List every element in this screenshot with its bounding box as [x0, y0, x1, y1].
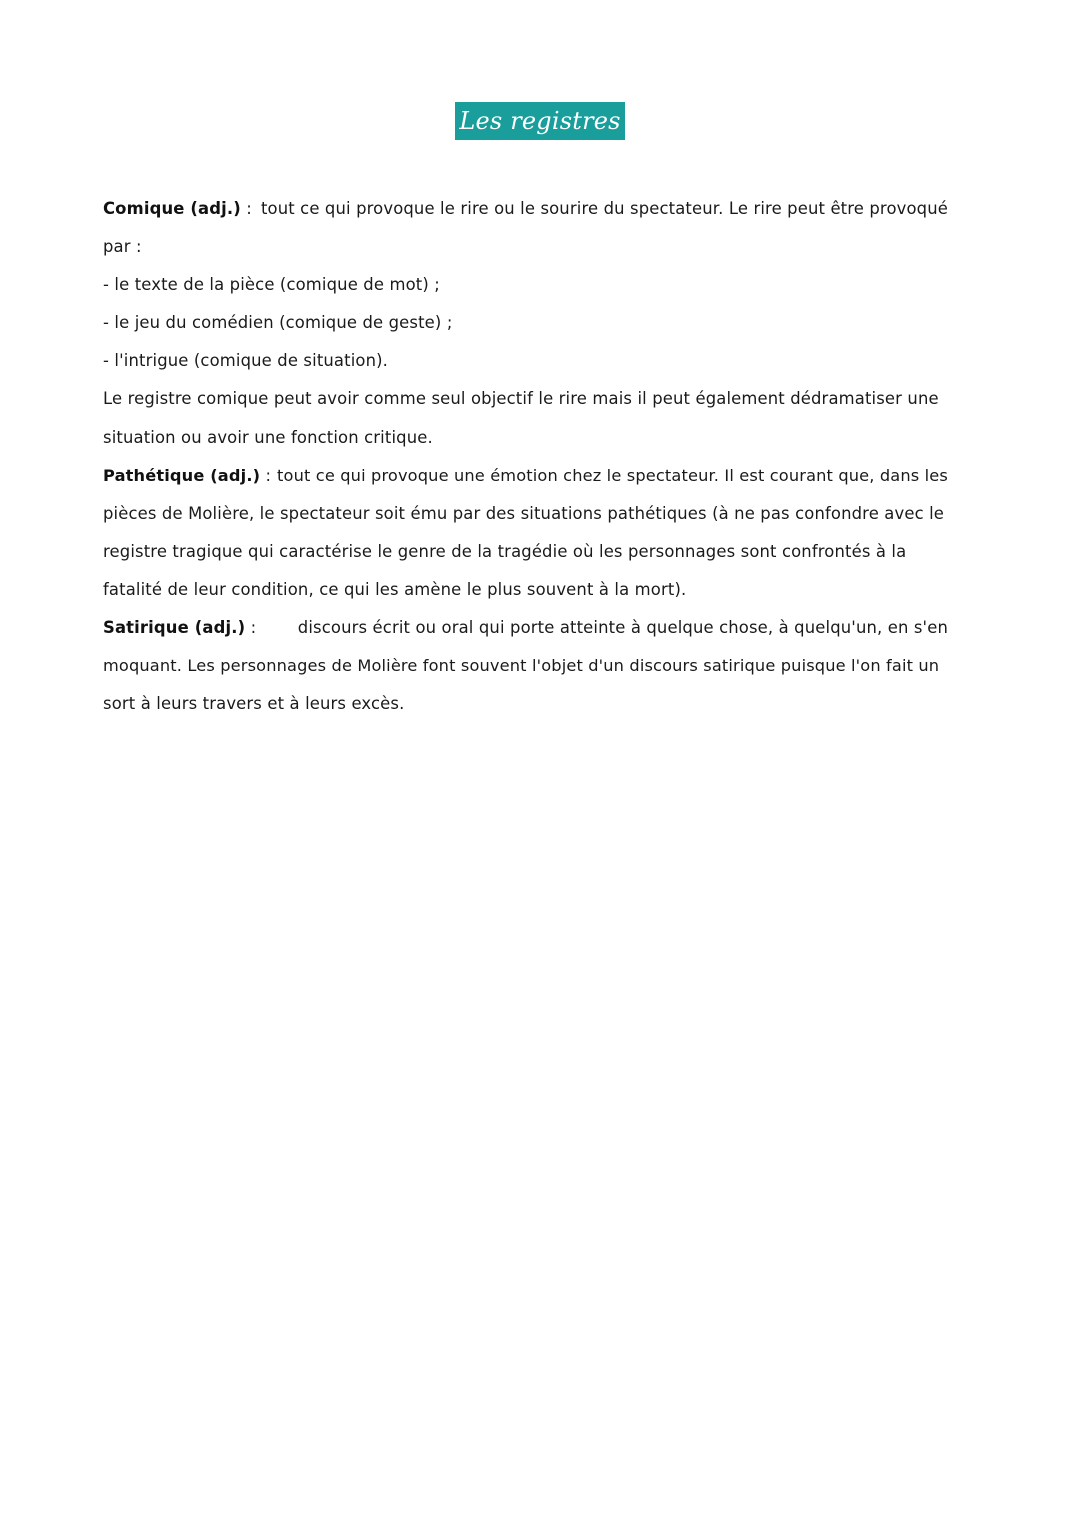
pathetique-line-1	[103, 457, 948, 495]
list-item: - l'intrigue (comique de situation).	[103, 351, 389, 371]
comique-list-item-situation	[103, 342, 948, 380]
comique-line-2	[103, 228, 948, 266]
list-item: - le jeu du comédien (comique de geste) ;	[103, 313, 453, 333]
comique-line-6	[103, 380, 948, 418]
satirique-line-3	[103, 685, 948, 723]
comique-list-item-geste	[103, 304, 948, 342]
term-separator: :	[245, 618, 257, 638]
comique-head	[103, 190, 252, 228]
term-satirique: Satirique (adj.)	[103, 618, 246, 638]
text-line: par :	[103, 237, 142, 257]
comique-definition-line: tout ce qui provoque le rire ou le sourire du spectateur. Le rire peut être provoqué	[260, 199, 948, 218]
satirique-line-2	[103, 647, 948, 685]
text-line: registre tragique qui caractérise le genre de la tragédie où les personnages sont confrontés à la	[103, 541, 907, 561]
satirique-line-1	[103, 609, 948, 647]
text-line: fatalité de leur condition, ce qui les amène le plus souvent à la mort).	[103, 579, 687, 599]
term-separator: :	[260, 465, 272, 485]
satirique-definition-line: discours écrit ou oral qui porte atteinte à quelque chose, à quelqu'un, en s'en	[297, 618, 948, 638]
list-item: - le texte de la pièce (comique de mot) ;	[103, 275, 440, 295]
pathetique-definition-line: tout ce qui provoque une émotion chez le spectateur. Il est courant que, dans les	[277, 465, 948, 485]
comique-line-7	[103, 419, 948, 457]
text-line: pièces de Molière, le spectateur soit ému par des situations pathétiques (à ne pas confondre avec le	[103, 503, 945, 523]
term-pathetique: Pathétique (adj.)	[103, 465, 261, 485]
pathetique-head	[103, 457, 271, 495]
text-line: sort à leurs travers et à leurs excès.	[103, 694, 405, 714]
page-title: Les registres	[455, 102, 624, 140]
text-line: Le registre comique peut avoir comme seul objectif le rire mais il peut également dédramatiser une	[103, 389, 939, 409]
satirique-head	[103, 609, 256, 647]
title-container	[0, 102, 1080, 140]
pathetique-line-3	[103, 533, 948, 571]
text-line: moquant. Les personnages de Molière font souvent l'objet d'un discours satirique puisque l'on fait un	[103, 656, 940, 676]
comique-list-item-mot	[103, 266, 948, 304]
pathetique-line-4	[103, 571, 948, 609]
text-line: situation ou avoir une fonction critique.	[103, 427, 433, 447]
term-comique: Comique (adj.)	[103, 199, 241, 218]
term-separator: :	[240, 199, 252, 218]
pathetique-line-2	[103, 495, 948, 533]
comique-line-1	[103, 190, 948, 228]
document-body	[103, 190, 948, 723]
